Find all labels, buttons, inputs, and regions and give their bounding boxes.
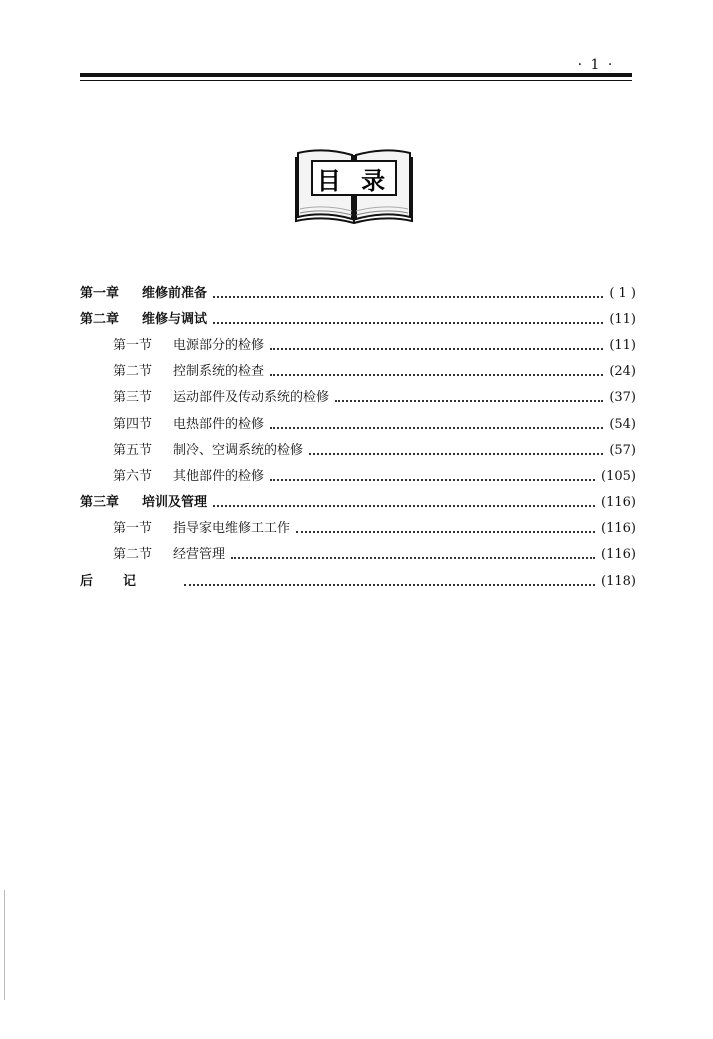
toc-number: 第六节 (113, 468, 153, 484)
toc-number: 第一章 (80, 285, 120, 301)
dot-leader (231, 556, 595, 559)
toc-title: 运动部件及传动系统的检修 (173, 390, 330, 406)
toc-entry[interactable] (80, 490, 636, 516)
toc-entry[interactable] (80, 411, 636, 437)
toc-title: 其他部件的检修 (173, 468, 265, 484)
toc-title: 制冷、空调系统的检修 (173, 442, 304, 458)
toc-page: (57) (609, 442, 636, 458)
toc-page: (24) (609, 364, 636, 380)
toc-entry[interactable] (80, 568, 636, 594)
dot-leader (213, 321, 603, 324)
toc-number: 第一节 (113, 337, 153, 353)
toc-entry[interactable] (80, 463, 636, 489)
toc-page: (11) (609, 311, 636, 327)
toc-title: 指导家电维修工工作 (173, 521, 291, 537)
contents-emblem (294, 143, 414, 225)
toc-number: 第二节 (113, 364, 153, 380)
dot-leader (335, 399, 603, 402)
toc-entry[interactable] (80, 516, 636, 542)
toc-number: 第三章 (80, 495, 120, 511)
toc-number: 第二节 (113, 547, 153, 563)
dot-leader (184, 583, 595, 586)
toc-title: 电源部分的检修 (173, 337, 265, 353)
dot-leader (213, 504, 595, 507)
toc-title: 电热部件的检修 (173, 416, 265, 432)
dot-leader (270, 373, 603, 376)
header-rule-thin (80, 80, 632, 81)
toc-page: (116) (601, 521, 636, 537)
dot-leader (213, 295, 603, 298)
toc-number: 后记 (80, 573, 167, 589)
toc-entry[interactable] (80, 359, 636, 385)
dot-leader (270, 347, 603, 350)
toc-entry[interactable] (80, 332, 636, 358)
scan-edge-line (4, 890, 5, 1000)
dot-leader (270, 426, 603, 429)
toc-page: ( 1 ) (609, 285, 636, 301)
toc-title: 控制系统的检查 (173, 364, 265, 380)
header-rule-thick (80, 73, 632, 77)
toc-entry[interactable] (80, 542, 636, 568)
toc-number: 第二章 (80, 311, 120, 327)
toc-number: 第五节 (113, 442, 153, 458)
toc-page: (118) (601, 573, 636, 589)
toc-number: 第一节 (113, 521, 153, 537)
toc-title: 培训及管理 (142, 495, 208, 511)
toc-title: 维修与调试 (142, 311, 208, 327)
toc-entry[interactable] (80, 306, 636, 332)
contents-title: 目 录 (316, 166, 392, 195)
toc-number: 第三节 (113, 390, 153, 406)
page-number: · 1 · (577, 57, 615, 73)
toc-page: (37) (609, 390, 636, 406)
toc-page: (11) (609, 337, 636, 353)
toc-number: 第四节 (113, 416, 153, 432)
dot-leader (309, 452, 603, 455)
toc-title: 维修前准备 (142, 285, 208, 301)
toc-entry[interactable] (80, 385, 636, 411)
toc-title: 经营管理 (173, 547, 226, 563)
toc-entry[interactable] (80, 280, 636, 306)
toc-page: (105) (601, 468, 636, 484)
dot-leader (296, 530, 595, 533)
toc-page: (116) (601, 495, 636, 511)
toc-page: (54) (609, 416, 636, 432)
dot-leader (270, 478, 595, 481)
table-of-contents (80, 280, 636, 594)
toc-entry[interactable] (80, 437, 636, 463)
toc-page: (116) (601, 547, 636, 563)
